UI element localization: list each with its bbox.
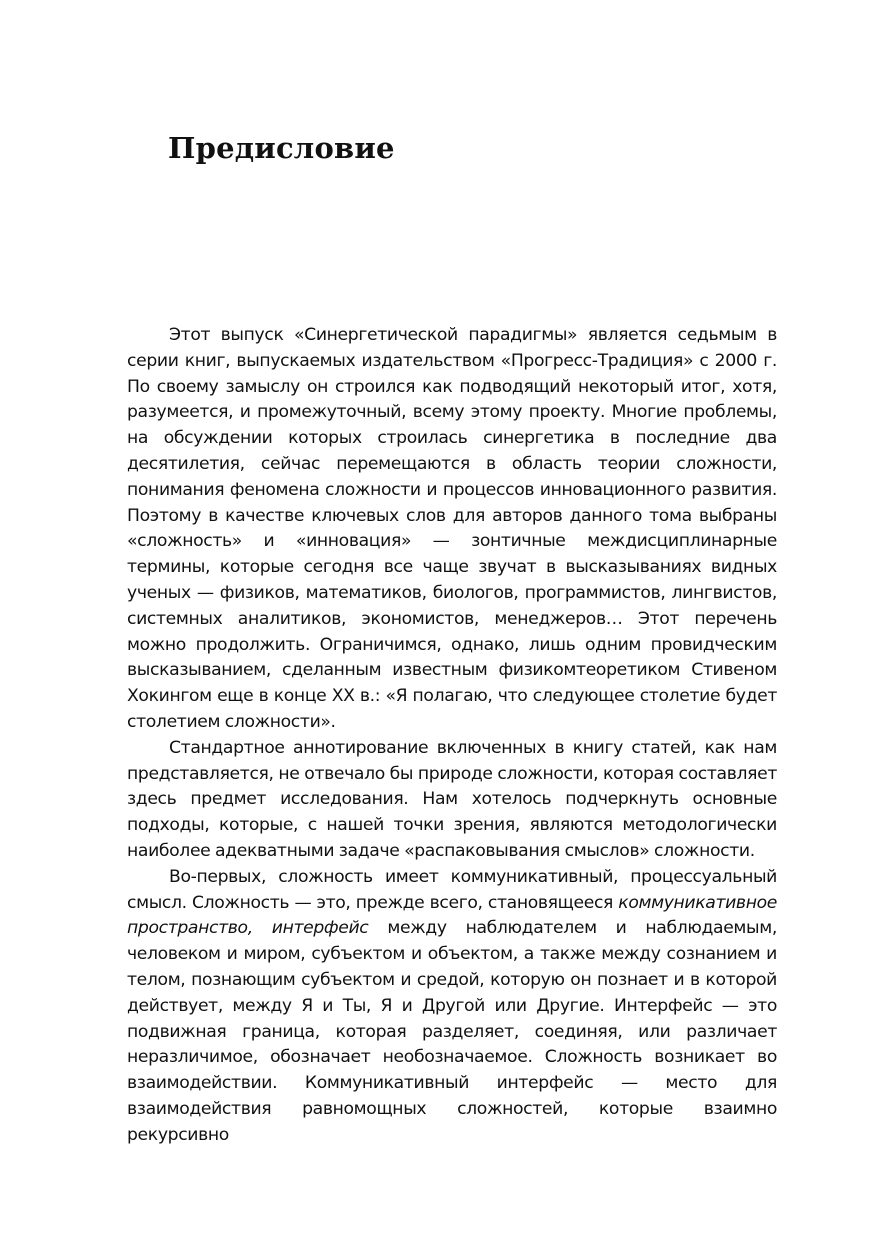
emphasized-text: коммуникативное пространство, интерфейс — [127, 892, 777, 939]
paragraph — [127, 865, 777, 1149]
paragraph-text: между наблюдателем и наблюдаемым, человеком и миром, субъектом и объектом, а также между сознанием и телом, познающим субъектом и средой, которую он познает и в которой действует, между Я и Ты, Я и Другой или Другие. Интерфейс — это подвижная граница, которая разделяет, соединяя, или различает неразличимое, обозначает необозначаемое. Сложность возникает во взаимодействии. Коммуникативный интерфейс — место для взаимодействия равномощных сложностей, которые взаимно рекурсивно — [127, 918, 777, 1145]
paragraph-text: Стандартное аннотирование включенных в книгу статей, как нам представляется, не отвечало бы природе сложности, которая составляет здесь предмет исследования. Нам хотелось подчеркнуть основные подходы, которые, с нашей точки зрения, являются методологически наиболее адекватными задаче «распаковывания смыслов» сложности. — [127, 737, 777, 861]
paragraph — [127, 323, 777, 736]
paragraph-text: Во-первых, сложность имеет коммуникативный, процессуальный смысл. Сложность — это, прежде всего, становящееся — [127, 866, 777, 913]
paragraph — [127, 736, 777, 865]
chapter-title: Предисловие — [168, 131, 395, 165]
paragraph-text: Этот выпуск «Синергетической парадигмы» является седьмым в серии книг, выпускаемых издательством «Прогресс-Традиция» с 2000 г. По своему замыслу он строился как подводящий некоторый итог, хотя, разумеется, и промежуточный, всему этому проекту. Многие проблемы, на обсуждении которых строилась синергетика в последние два десятилетия, сейчас перемещаются в область теории сложности, понимания феномена сложности и процессов инновационного развития. Поэтому в качестве ключевых слов для авторов данного тома выбраны «сложность» и «инновация» — зонтичные междисциплинарные термины, которые сегодня все чаще звучат в высказываниях видных ученых — физиков, математиков, биологов, программистов, лингвистов, системных аналитиков, экономистов, менеджеров… Этот перечень можно продолжить. Ограничимся, однако, лишь одним провидческим высказыванием, сделанным известным физикомтеоретиком Стивеном Хокингом еще в конце XX в.: «Я полагаю, что следующее столетие будет столетием сложности». — [127, 325, 777, 732]
body-text — [127, 323, 777, 1149]
